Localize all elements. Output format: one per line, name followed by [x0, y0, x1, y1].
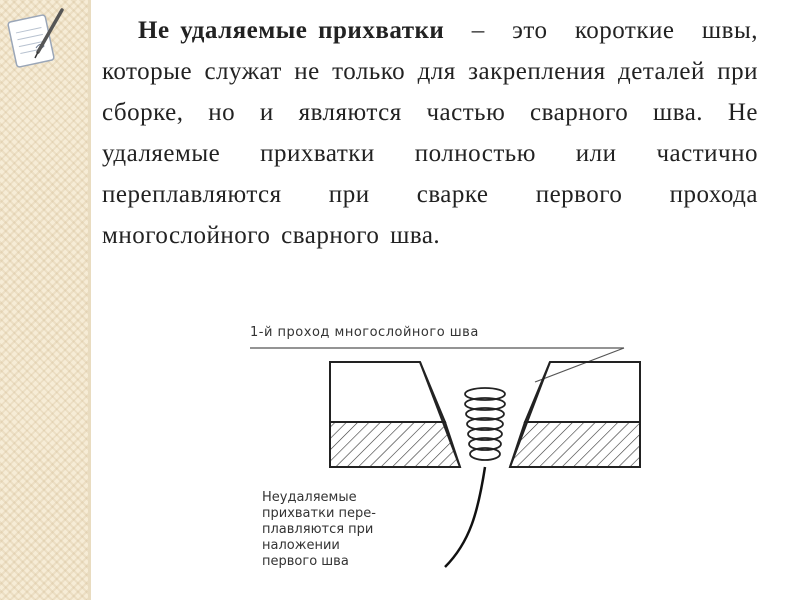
definition-text: – это короткие швы, которые служат не только для закрепления деталей при сборке, но и являются частью сварного шва. Не удаляемые прихватки полностью или частично переплавляются при сварке первого прохода многослойного сварного шва.: [102, 17, 758, 249]
figure-label-bottom: Неудаляемые прихватки пере- плавляются при наложении первого шва: [262, 490, 376, 569]
sidebar-divider: [88, 0, 91, 600]
decorative-sidebar: [0, 0, 88, 600]
notepad-pen-icon: [6, 4, 70, 74]
term-heading: Не удаляемые прихватки: [138, 17, 445, 44]
main-text: [102, 10, 758, 256]
figure-label-top: 1-й проход многослойного шва: [250, 325, 479, 340]
